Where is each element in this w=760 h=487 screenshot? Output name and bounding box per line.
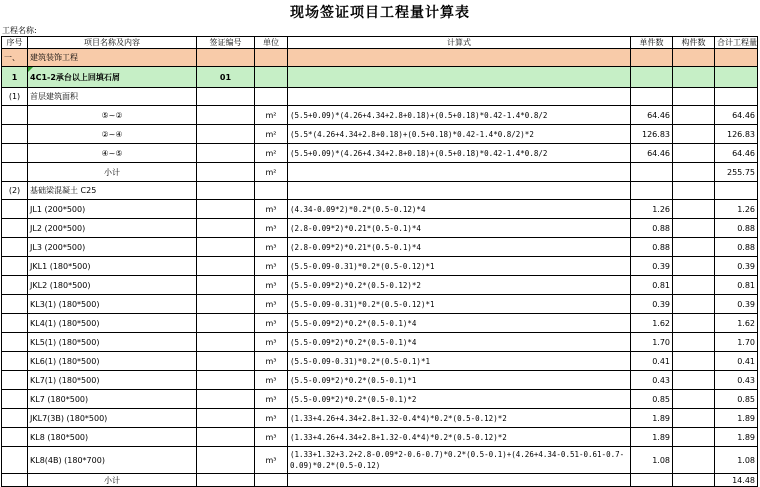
- row-name: JL2 (200*500): [28, 219, 197, 238]
- row-total: 1.70: [715, 333, 758, 352]
- row-unit: m³: [255, 409, 288, 428]
- row-unit: m³: [255, 200, 288, 219]
- row-total: 0.88: [715, 219, 758, 238]
- row-no: [2, 295, 28, 314]
- row-code: [197, 447, 255, 474]
- row-single: 64.46: [631, 106, 673, 125]
- row-no: [2, 144, 28, 163]
- row-single: 0.85: [631, 390, 673, 409]
- row-code: [197, 276, 255, 295]
- row-count: [673, 238, 715, 257]
- row-single: 0.88: [631, 238, 673, 257]
- row-single: 1.08: [631, 447, 673, 474]
- row-count: [673, 106, 715, 125]
- header-unit: 单位: [255, 37, 288, 49]
- row-unit: m³: [255, 219, 288, 238]
- header-row: [2, 37, 758, 49]
- row-unit: [255, 182, 288, 200]
- row-unit: m²: [255, 106, 288, 125]
- row-count: [673, 428, 715, 447]
- row-total: [715, 182, 758, 200]
- row-name: KL8 (180*500): [28, 428, 197, 447]
- row-name: ②~④: [28, 125, 197, 144]
- row-formula: (5.5-0.09*2)*0.2*(0.5-0.1)*2: [288, 390, 631, 409]
- row-total: 0.85: [715, 390, 758, 409]
- row-unit: m²: [255, 144, 288, 163]
- row-no: [2, 333, 28, 352]
- row-unit: m³: [255, 276, 288, 295]
- row-formula: (5.5-0.09*2)*0.2*(0.5-0.1)*4: [288, 333, 631, 352]
- table-row: [2, 333, 758, 352]
- row-formula: (5.5+0.09)*(4.26+4.34+2.8+0.18)+(0.5+0.18)*0.42-1.4*0.8/2: [288, 106, 631, 125]
- row-unit: m³: [255, 314, 288, 333]
- row-name: JKL2 (180*500): [28, 276, 197, 295]
- row-formula: (5.5-0.09-0.31)*0.2*(0.5-0.12)*1: [288, 295, 631, 314]
- row-code: [197, 125, 255, 144]
- row-unit: m³: [255, 257, 288, 276]
- row-code: [197, 219, 255, 238]
- row-no: [2, 163, 28, 182]
- row-single: 1.89: [631, 428, 673, 447]
- row-formula: (4.34-0.09*2)*0.2*(0.5-0.12)*4: [288, 200, 631, 219]
- row-no: [2, 200, 28, 219]
- row-code: [197, 295, 255, 314]
- row-unit: m³: [255, 333, 288, 352]
- row-count: [673, 447, 715, 474]
- row-formula: (5.5-0.09-0.31)*0.2*(0.5-0.1)*1: [288, 352, 631, 371]
- row-no: [2, 238, 28, 257]
- row-count: [673, 163, 715, 182]
- row-single: [631, 163, 673, 182]
- table-row: [2, 219, 758, 238]
- row-code: [197, 314, 255, 333]
- subtotal-row: [2, 474, 758, 487]
- row-single: 0.39: [631, 295, 673, 314]
- row-total: 0.39: [715, 257, 758, 276]
- row-single: 1.89: [631, 409, 673, 428]
- row-code: [197, 352, 255, 371]
- table-row: [2, 106, 758, 125]
- row-count: [673, 390, 715, 409]
- row-code: [197, 106, 255, 125]
- table-row: [2, 276, 758, 295]
- header-name: 项目名称及内容: [28, 37, 197, 49]
- row-formula: (5.5+0.09)*(4.26+4.34+2.8+0.18)+(0.5+0.18)*0.42-1.4*0.8/2: [288, 144, 631, 163]
- row-code: [197, 409, 255, 428]
- row-name: JKL1 (180*500): [28, 257, 197, 276]
- row-no: [2, 125, 28, 144]
- row-no: [2, 106, 28, 125]
- row-count: [673, 276, 715, 295]
- row-total: 0.43: [715, 371, 758, 390]
- row-formula: (2.8-0.09*2)*0.21*(0.5-0.1)*4: [288, 238, 631, 257]
- row-single: 1.70: [631, 333, 673, 352]
- row-count: [673, 474, 715, 487]
- header-total: 合计工程量: [715, 37, 758, 49]
- row-count: [673, 371, 715, 390]
- row-name: JL1 (200*500): [28, 200, 197, 219]
- row-unit: [255, 474, 288, 487]
- row-single: 0.88: [631, 219, 673, 238]
- table-row: [2, 352, 758, 371]
- row-count: [673, 125, 715, 144]
- row-total: 1.08: [715, 447, 758, 474]
- group-name: 基础梁混凝土 C25: [28, 182, 197, 200]
- item-name: 4C1-2承台以上回填石屑: [28, 67, 197, 88]
- row-name: KL7(1) (180*500): [28, 371, 197, 390]
- row-count: [673, 295, 715, 314]
- row-no: [2, 276, 28, 295]
- row-name: JKL7(3B) (180*500): [28, 409, 197, 428]
- row-count: [673, 144, 715, 163]
- row-formula: (2.8-0.09*2)*0.21*(0.5-0.1)*4: [288, 219, 631, 238]
- row-count: [673, 333, 715, 352]
- row-count: [673, 352, 715, 371]
- table-row: [2, 144, 758, 163]
- header-count: 构件数: [673, 37, 715, 49]
- item-code: 01: [197, 67, 255, 88]
- row-single: 1.62: [631, 314, 673, 333]
- row-code: [197, 371, 255, 390]
- row-name: KL5(1) (180*500): [28, 333, 197, 352]
- row-unit: m³: [255, 295, 288, 314]
- row-name: ⑤~②: [28, 106, 197, 125]
- group-no: (2): [2, 182, 28, 200]
- subtotal-label: 小计: [28, 163, 197, 182]
- table-row: [2, 200, 758, 219]
- row-count: [673, 200, 715, 219]
- row-code: [197, 182, 255, 200]
- row-total: 1.62: [715, 314, 758, 333]
- row-formula: (5.5*(4.26+4.34+2.8+0.18)+(0.5+0.18)*0.42-1.4*0.8/2)*2: [288, 125, 631, 144]
- row-count: [673, 314, 715, 333]
- subtotal-total: 255.75: [715, 163, 758, 182]
- row-single: 0.39: [631, 257, 673, 276]
- row-total: 1.89: [715, 428, 758, 447]
- row-single: 0.41: [631, 352, 673, 371]
- row-name: KL6(1) (180*500): [28, 352, 197, 371]
- group-no: (1): [2, 88, 28, 106]
- header-single: 单件数: [631, 37, 673, 49]
- row-code: [197, 474, 255, 487]
- subtotal-label: 小计: [28, 474, 197, 487]
- row-unit: m³: [255, 390, 288, 409]
- row-unit: m³: [255, 238, 288, 257]
- row-code: [197, 390, 255, 409]
- row-count: [673, 182, 715, 200]
- row-count: [673, 409, 715, 428]
- table-row: [2, 409, 758, 428]
- row-name: KL3(1) (180*500): [28, 295, 197, 314]
- section-row: [2, 49, 758, 67]
- table-row: [2, 314, 758, 333]
- row-code: [197, 200, 255, 219]
- row-total: 0.39: [715, 295, 758, 314]
- row-no: [2, 474, 28, 487]
- row-no: [2, 371, 28, 390]
- row-code: [197, 144, 255, 163]
- row-formula: (5.5-0.09*2)*0.2*(0.5-0.1)*4: [288, 314, 631, 333]
- table-row: [2, 390, 758, 409]
- row-total: 1.89: [715, 409, 758, 428]
- row-total: 1.26: [715, 200, 758, 219]
- row-total: 64.46: [715, 106, 758, 125]
- row-no: [2, 257, 28, 276]
- row-unit: m²: [255, 163, 288, 182]
- row-unit: m³: [255, 352, 288, 371]
- row-name: ④~⑤: [28, 144, 197, 163]
- row-unit: m²: [255, 125, 288, 144]
- row-formula: [288, 163, 631, 182]
- section-no: 一、: [2, 49, 28, 67]
- item-row: [2, 67, 758, 88]
- row-code: [197, 257, 255, 276]
- row-single: [631, 474, 673, 487]
- row-code: [197, 238, 255, 257]
- row-single: 1.26: [631, 200, 673, 219]
- row-formula: (5.5-0.09*2)*0.2*(0.5-0.12)*2: [288, 276, 631, 295]
- row-no: [2, 352, 28, 371]
- row-no: [2, 409, 28, 428]
- header-no: 序号: [2, 37, 28, 49]
- table-row: [2, 371, 758, 390]
- header-formula: 计算式: [288, 37, 631, 49]
- row-total: 126.83: [715, 125, 758, 144]
- table-row: [2, 428, 758, 447]
- row-formula: (5.5-0.09-0.31)*0.2*(0.5-0.12)*1: [288, 257, 631, 276]
- project-name-label: 工程名称:: [2, 26, 37, 35]
- item-no: 1: [2, 67, 28, 88]
- row-no: [2, 219, 28, 238]
- sheet-title: 现场签证项目工程量计算表: [290, 5, 470, 21]
- row-formula: [288, 474, 631, 487]
- row-total: 0.41: [715, 352, 758, 371]
- row-no: [2, 314, 28, 333]
- row-no: [2, 447, 28, 474]
- row-unit: m³: [255, 371, 288, 390]
- row-single: [631, 182, 673, 200]
- row-formula: (1.33+1.32+3.2+2.8-0.09*2-0.6-0.7)*0.2*(0.5-0.1)+(4.26+4.34-0.51-0.61-0.7-0.09)*0.2*(0.5-0.12): [288, 447, 631, 474]
- subtotal-total: 14.48: [715, 474, 758, 487]
- table-row: [2, 125, 758, 144]
- calculation-table: [1, 36, 758, 487]
- table-row: [2, 238, 758, 257]
- row-formula: [288, 182, 631, 200]
- row-total: 0.88: [715, 238, 758, 257]
- row-no: [2, 390, 28, 409]
- group-row: [2, 88, 758, 106]
- row-formula: (1.33+4.26+4.34+2.8+1.32-0.4*4)*0.2*(0.5-0.12)*2: [288, 409, 631, 428]
- row-formula: (1.33+4.26+4.34+2.8+1.32-0.4*4)*0.2*(0.5-0.12)*2: [288, 428, 631, 447]
- table-row: [2, 257, 758, 276]
- row-total: 64.46: [715, 144, 758, 163]
- row-code: [197, 428, 255, 447]
- row-formula: (5.5-0.09*2)*0.2*(0.5-0.1)*1: [288, 371, 631, 390]
- row-single: 64.46: [631, 144, 673, 163]
- table-row: [2, 295, 758, 314]
- row-single: 0.81: [631, 276, 673, 295]
- row-unit: m³: [255, 447, 288, 474]
- row-name: KL8(4B) (180*700): [28, 447, 197, 474]
- row-total: 0.81: [715, 276, 758, 295]
- row-name: KL7 (180*500): [28, 390, 197, 409]
- row-name: KL4(1) (180*500): [28, 314, 197, 333]
- row-single: 126.83: [631, 125, 673, 144]
- row-name: JL3 (200*500): [28, 238, 197, 257]
- group-row: [2, 182, 758, 200]
- section-name: 建筑装饰工程: [28, 49, 197, 67]
- row-unit: m³: [255, 428, 288, 447]
- subtotal-row: [2, 163, 758, 182]
- row-code: [197, 163, 255, 182]
- row-no: [2, 428, 28, 447]
- row-single: 0.43: [631, 371, 673, 390]
- table-row: [2, 447, 758, 474]
- row-count: [673, 257, 715, 276]
- row-count: [673, 219, 715, 238]
- group-name: 首层建筑面积: [28, 88, 197, 106]
- header-code: 签证编号: [197, 37, 255, 49]
- row-code: [197, 333, 255, 352]
